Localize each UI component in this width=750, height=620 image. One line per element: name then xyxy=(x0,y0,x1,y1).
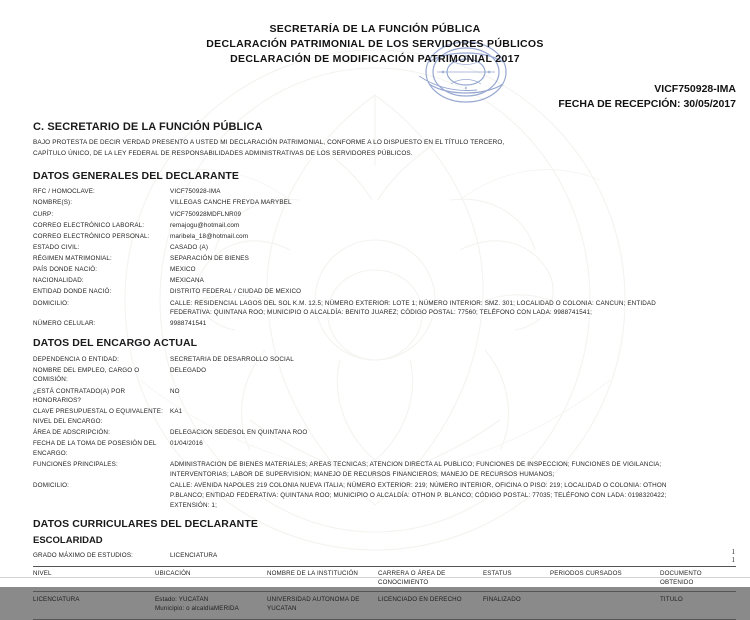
field-label: CLAVE PRESUPUESTAL O EQUIVALENTE: NIVEL DEL ENCARGO: xyxy=(33,408,164,426)
cell-documento: TITULO xyxy=(660,592,736,620)
cell-ubicacion xyxy=(155,592,267,620)
field-label: CURP: xyxy=(33,210,54,218)
field-label: FUNCIONES PRINCIPALES: xyxy=(33,461,118,469)
field-label: DOMICILIO: xyxy=(33,299,70,307)
column-header-estatus: ESTATUS xyxy=(483,567,550,592)
field-value: 9988741541 xyxy=(170,320,207,328)
field-value: MEXICANA xyxy=(170,277,205,285)
field-row-entidad-nacimiento xyxy=(33,287,736,298)
cell-institucion: UNIVERSIDAD AUTONOMA DE YUCATAN xyxy=(267,592,378,620)
field-label: CORREO ELECTRÓNICO LABORAL: xyxy=(33,221,145,229)
field-label: NACIONALIDAD: xyxy=(33,277,84,285)
reference-block xyxy=(0,82,750,114)
field-row-estado-civil xyxy=(33,242,736,253)
field-row-area-adscripcion xyxy=(33,428,736,439)
escolaridad-table xyxy=(33,566,736,620)
field-value xyxy=(170,298,736,319)
field-row-clave-presupuestal xyxy=(33,407,736,428)
field-label: RÉGIMEN MATRIMONIAL: xyxy=(33,255,112,262)
encargo-actual-fields xyxy=(33,354,736,511)
field-label: FECHA DE LA TOMA DE POSESIÓN DEL ENCARGO: xyxy=(33,440,157,458)
field-value: MEXICO xyxy=(170,266,196,274)
field-value: VICF750928-IMA xyxy=(170,188,221,196)
field-value: NO xyxy=(170,387,180,395)
field-label: ¿ESTÁ CONTRATADO(A) POR HONORARIOS? xyxy=(33,387,126,405)
field-value: VILLEGAS CANCHE FREYDA MARYBEL xyxy=(170,199,292,207)
column-header-institucion: NOMBRE DE LA INSTITUCIÓN xyxy=(267,567,378,592)
column-header-documento: DOCUMENTO OBTENIDO xyxy=(660,567,736,592)
protest-statement xyxy=(33,137,736,159)
field-value: SEPARACIÓN DE BIENES xyxy=(170,255,249,262)
protest-line-1: BAJO PROTESTA DE DECIR VERDAD PRESENTO A USTED MI DECLARACIÓN PATRIMONIAL, CONFORME A LO DISPUESTO EN EL TÍTULO TERCERO, xyxy=(33,139,505,147)
footer-divider xyxy=(0,577,750,578)
subsection-title-escolaridad: ESCOLARIDAD xyxy=(33,535,103,547)
field-row-nombre-empleo xyxy=(33,365,736,386)
field-label: DOMICILIO: xyxy=(33,482,70,490)
cell-nivel: LICENCIATURA xyxy=(33,592,155,620)
footer-mark-1: 1 xyxy=(731,547,735,556)
field-value: SECRETARIA DE DESARROLLO SOCIAL xyxy=(170,355,294,363)
field-value: 01/04/2016 xyxy=(170,440,203,448)
field-label: CORREO ELECTRÓNICO PERSONAL: xyxy=(33,232,150,240)
folio-number: VICF750928-IMA xyxy=(654,82,736,95)
field-value: KA1 xyxy=(170,408,183,416)
field-label: ESTADO CIVIL: xyxy=(33,243,80,251)
column-header-periodos: PERIODOS CURSADOS xyxy=(550,567,660,592)
field-value: VICF750928MDFLNR09 xyxy=(170,210,242,218)
cell-periodos xyxy=(550,592,660,620)
field-value xyxy=(170,460,736,481)
domicilio-laboral-line-2: P.BLANCO; ENTIDAD FEDERATIVA: QUINTANA ROO; MUNICIPIO O ALCALDÍA: OTHON P. BLANCO; CÓDIGO POSTAL: 77035; TELÉFONO CON LADA: 0198320422; xyxy=(170,491,667,499)
domicilio-line-2: FEDERATIVA: QUINTANA ROO; MUNICIPIO O ALCALDÍA: BENITO JUAREZ; CÓDIGO POSTAL: 77560; TELÉFONO CON LADA: 9988741541; xyxy=(170,309,593,317)
table-header-row xyxy=(33,567,736,592)
field-row-domicilio-laboral xyxy=(33,480,736,511)
field-value: DISTRITO FEDERAL / CIUDAD DE MEXICO xyxy=(170,288,302,296)
document-header xyxy=(0,0,750,68)
table-row xyxy=(33,592,736,620)
grado-maximo-label: GRADO MÁXIMO DE ESTUDIOS: xyxy=(33,552,134,560)
domicilio-laboral-line-1: CALLE: AVENIDA NAPOLES 219 COLONIA NUEVA ITALIA; NÚMERO EXTERIOR: 219; NÚMERO INTERIOR, OFICINA O PISO: 219; LOCALIDAD O COLONIA: OTHON xyxy=(170,482,667,490)
field-value: DELEGACION SEDESOL EN QUINTANA ROO xyxy=(170,429,308,437)
field-row-correo-personal xyxy=(33,231,736,242)
field-row-dependencia xyxy=(33,354,736,365)
section-title-encargo-actual: DATOS DEL ENCARGO ACTUAL xyxy=(33,336,198,349)
field-row-numero-celular xyxy=(33,319,736,330)
field-row-correo-laboral xyxy=(33,220,736,231)
footer-mark-2: 1 xyxy=(731,556,735,565)
cell-carrera: LICENCIADO EN DERECHO xyxy=(378,592,483,620)
cell-ubicacion-estado: Estado: YUCATAN xyxy=(155,596,209,604)
field-label: DEPENDENCIA O ENTIDAD: xyxy=(33,355,120,363)
field-value: DELEGADO xyxy=(170,366,207,374)
field-value: CASADO (A) xyxy=(170,243,209,251)
reception-date-value: 30/05/2017 xyxy=(683,98,736,111)
addressee-title: C. SECRETARIO DE LA FUNCIÓN PÚBLICA xyxy=(33,121,263,134)
field-row-fecha-posesion xyxy=(33,439,736,460)
field-value xyxy=(170,480,736,511)
field-label: ENTIDAD DONDE NACIÓ: xyxy=(33,288,112,296)
grado-maximo-row xyxy=(33,552,736,559)
field-row-honorarios xyxy=(33,386,736,407)
reception-date-line xyxy=(0,97,736,113)
field-row-pais-nacimiento xyxy=(33,264,736,275)
header-line-declaracion: DECLARACIÓN PATRIMONIAL DE LOS SERVIDORES PÚBLICOS xyxy=(206,38,544,51)
field-value: maribela_18@hotmail.com xyxy=(170,232,249,240)
field-row-funciones-principales xyxy=(33,460,736,481)
field-label: ÁREA DE ADSCRIPCIÓN: xyxy=(33,429,110,437)
section-title-datos-generales: DATOS GENERALES DEL DECLARANTE xyxy=(33,169,240,182)
field-row-domicilio-particular xyxy=(33,298,736,319)
field-label: NOMBRE(S): xyxy=(33,199,73,207)
protest-line-2: CAPÍTULO ÚNICO, DE LA LEY FEDERAL DE RESPONSABILIDADES ADMINISTRATIVAS DE LOS SERVIDORES PÚBLICOS. xyxy=(33,150,413,158)
grado-maximo-value: LICENCIATURA xyxy=(170,552,218,560)
header-line-modificacion: DECLARACIÓN DE MODIFICACIÓN PATRIMONIAL 2017 xyxy=(230,53,520,66)
domicilio-line-1: CALLE: RESIDENCIAL LAGOS DEL SOL K.M. 12.5; NÚMERO EXTERIOR: LOTE 1; NÚMERO INTERIOR: SMZ. 301; LOCALIDAD O COLONIA: CANCUN; ENTIDAD xyxy=(170,299,656,307)
cell-ubicacion-municipio: Municipio: o alcaldíaMERIDA xyxy=(155,605,239,613)
field-row-rfc xyxy=(33,187,736,198)
datos-generales-fields xyxy=(33,187,736,330)
domicilio-laboral-line-3: EXTENSIÓN: 1; xyxy=(170,501,217,509)
reception-date-label: FECHA DE RECEPCIÓN: xyxy=(558,98,681,111)
column-header-nivel: NIVEL xyxy=(33,567,155,592)
field-value: remajogu@hotmail.com xyxy=(170,221,240,229)
funciones-line-1: ADMINISTRACION DE BIENES MATERIALES; AREAS TECNICAS; ATENCION DIRECTA AL PUBLICO; FUNCIONES DE INSPECCION; FUNCIONES DE VIGILANCIA; xyxy=(170,461,662,469)
field-row-nacionalidad xyxy=(33,276,736,287)
field-row-regimen-matrimonial xyxy=(33,253,736,264)
field-label: RFC / HOMOCLAVE: xyxy=(33,188,95,196)
header-line-secretaria: SECRETARÍA DE LA FUNCIÓN PÚBLICA xyxy=(269,23,481,35)
footer-page-marks xyxy=(732,548,736,566)
field-row-nombre xyxy=(33,198,736,209)
field-label: NOMBRE DEL EMPLEO, CARGO O COMISIÓN: xyxy=(33,366,140,384)
field-row-curp xyxy=(33,209,736,220)
section-title-datos-curriculares: DATOS CURRICULARES DEL DECLARANTE xyxy=(33,518,258,531)
field-label: PAÍS DONDE NACIÓ: xyxy=(33,266,98,274)
column-header-ubicacion: UBICACIÓN xyxy=(155,567,267,592)
funciones-line-2: INTERVENTORIAS; LABOR DE SUPERVISION; MANEJO DE RECURSOS FINANCIEROS; MANEJO DE RECURSOS HUMANOS; xyxy=(170,471,555,478)
column-header-carrera: CARRERA O ÁREA DE CONOCIMIENTO xyxy=(378,567,483,592)
field-label: NÚMERO CELULAR: xyxy=(33,320,96,328)
cell-estatus: FINALIZADO xyxy=(483,592,550,620)
